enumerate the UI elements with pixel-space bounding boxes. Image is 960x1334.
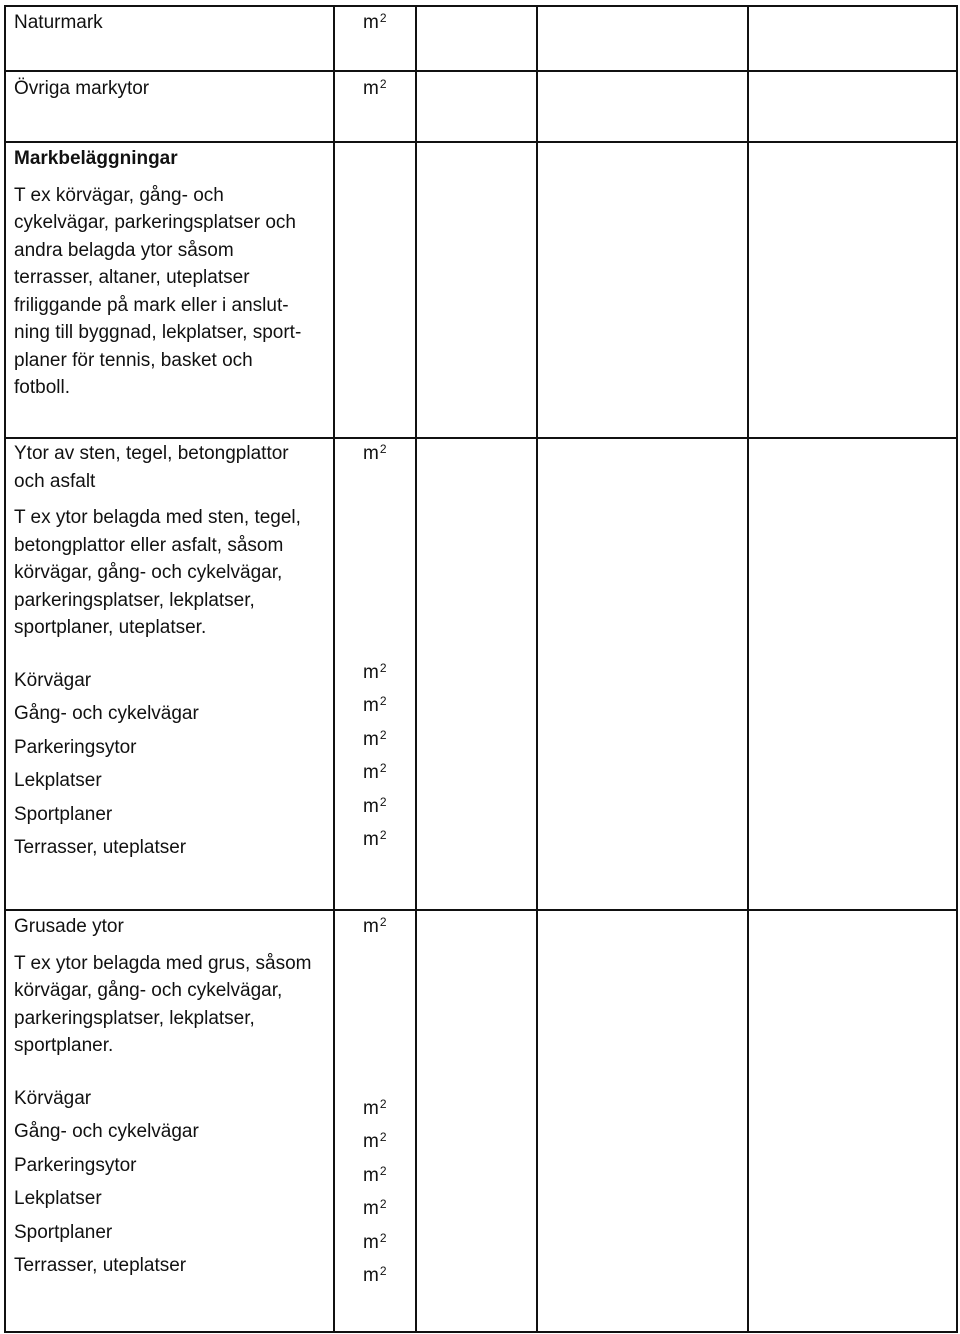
unit-label: $m^2$: [363, 1264, 387, 1287]
desc-cell: [5, 910, 334, 1332]
grus-item-sportplaner: Sportplaner: [14, 1221, 113, 1243]
sten-item-korvagar: Körvägar: [14, 669, 92, 691]
naturmark-label: Naturmark: [14, 12, 103, 33]
markbelaggningar-line: friliggande på mark eller i anslut-: [14, 294, 289, 316]
markbelaggningar-line: ning till byggnad, lekplatser, sport-: [14, 322, 302, 343]
value-cell-2[interactable]: [537, 438, 748, 910]
sten-title-line: och asfalt: [14, 470, 96, 492]
value-cell-2[interactable]: [537, 6, 748, 71]
area-table: [4, 5, 958, 1333]
unit-label: $m^2$: [363, 442, 387, 464]
grus-desc-line: sportplaner.: [14, 1035, 114, 1056]
value-cell-1[interactable]: [416, 910, 537, 1332]
unit-label: $m^2$: [363, 1163, 387, 1186]
unit-label: $m^2$: [363, 794, 387, 817]
unit-label: $m^2$: [363, 915, 387, 937]
row-markbelaggningar: [5, 142, 957, 438]
desc-cell: [5, 142, 334, 438]
markbelaggningar-line: cykelvägar, parkeringsplatser och: [14, 212, 296, 233]
grus-item-lekplatser: Lekplatser: [14, 1188, 102, 1210]
unit-label: $m^2$: [363, 660, 387, 683]
value-cell-3[interactable]: [748, 910, 957, 1332]
unit-label: $m^2$: [363, 1096, 387, 1119]
value-cell-3[interactable]: [748, 6, 957, 71]
sten-item-lekplatser: Lekplatser: [14, 770, 102, 792]
value-cell-1[interactable]: [416, 142, 537, 438]
markbelaggningar-line: fotboll.: [14, 377, 70, 398]
value-cell-1[interactable]: [416, 438, 537, 910]
sten-item-terrasser: Terrasser, uteplatser: [14, 837, 187, 859]
unit-cell: [334, 438, 416, 910]
unit-label: $m^2$: [363, 694, 387, 717]
value-cell-2[interactable]: [537, 910, 748, 1332]
unit-label: $m^2$: [363, 77, 387, 99]
desc-cell: [5, 6, 334, 71]
sten-item-sportplaner: Sportplaner: [14, 803, 113, 825]
row-naturmark: [5, 6, 957, 71]
value-cell-2[interactable]: [537, 142, 748, 438]
unit-label: $m^2$: [363, 828, 387, 851]
unit-label: $m^2$: [363, 1230, 387, 1253]
value-cell-3[interactable]: [748, 142, 957, 438]
markbelaggningar-line: terrasser, altaner, uteplatser: [14, 267, 250, 288]
unit-cell: [334, 142, 416, 438]
unit-cell: [334, 910, 416, 1332]
unit-label: $m^2$: [363, 1130, 387, 1153]
value-cell-1[interactable]: [416, 6, 537, 71]
grus-desc-line: körvägar, gång- och cykelvägar,: [14, 980, 283, 1001]
grus-desc-line: parkeringsplatser, lekplatser,: [14, 1007, 255, 1029]
markbelaggningar-line: T ex körvägar, gång- och: [14, 184, 224, 206]
unit-label: $m^2$: [363, 11, 387, 33]
unit-label: $m^2$: [363, 1197, 387, 1220]
sten-desc-line: körvägar, gång- och cykelvägar,: [14, 562, 283, 583]
value-cell-3[interactable]: [748, 71, 957, 142]
grus-item-korvagar: Körvägar: [14, 1087, 92, 1109]
sten-desc-line: parkeringsplatser, lekplatser,: [14, 589, 255, 611]
grus-desc-line: T ex ytor belagda med grus, såsom: [14, 952, 312, 974]
grus-item-gang-cykel: Gång- och cykelvägar: [14, 1121, 199, 1143]
unit-cell: [334, 71, 416, 142]
row-grus: [5, 910, 957, 1332]
value-cell-2[interactable]: [537, 71, 748, 142]
sten-desc-line: sportplaner, uteplatser.: [14, 617, 207, 638]
ovriga-label: Övriga markytor: [14, 78, 150, 99]
unit-label: $m^2$: [363, 761, 387, 784]
desc-cell: [5, 71, 334, 142]
unit-label: $m^2$: [363, 727, 387, 750]
sten-desc-line: betongplattor eller asfalt, såsom: [14, 534, 284, 556]
value-cell-1[interactable]: [416, 71, 537, 142]
sten-item-parkering: Parkeringsytor: [14, 736, 137, 758]
value-cell-3[interactable]: [748, 438, 957, 910]
markbelaggningar-line: planer för tennis, basket och: [14, 349, 253, 371]
sten-title-line: Ytor av sten, tegel, betongplattor: [14, 443, 289, 464]
row-ovriga: [5, 71, 957, 142]
sten-desc-line: T ex ytor belagda med sten, tegel,: [14, 507, 301, 528]
unit-cell: [334, 6, 416, 71]
row-sten: [5, 438, 957, 910]
desc-cell: [5, 438, 334, 910]
grus-title: Grusade ytor: [14, 916, 124, 937]
markbelaggningar-heading: Markbeläggningar: [14, 148, 178, 169]
sten-item-gang-cykel: Gång- och cykelvägar: [14, 703, 199, 725]
grus-item-parkering: Parkeringsytor: [14, 1154, 137, 1176]
grus-item-terrasser: Terrasser, uteplatser: [14, 1255, 187, 1277]
markbelaggningar-line: andra belagda ytor såsom: [14, 239, 234, 261]
